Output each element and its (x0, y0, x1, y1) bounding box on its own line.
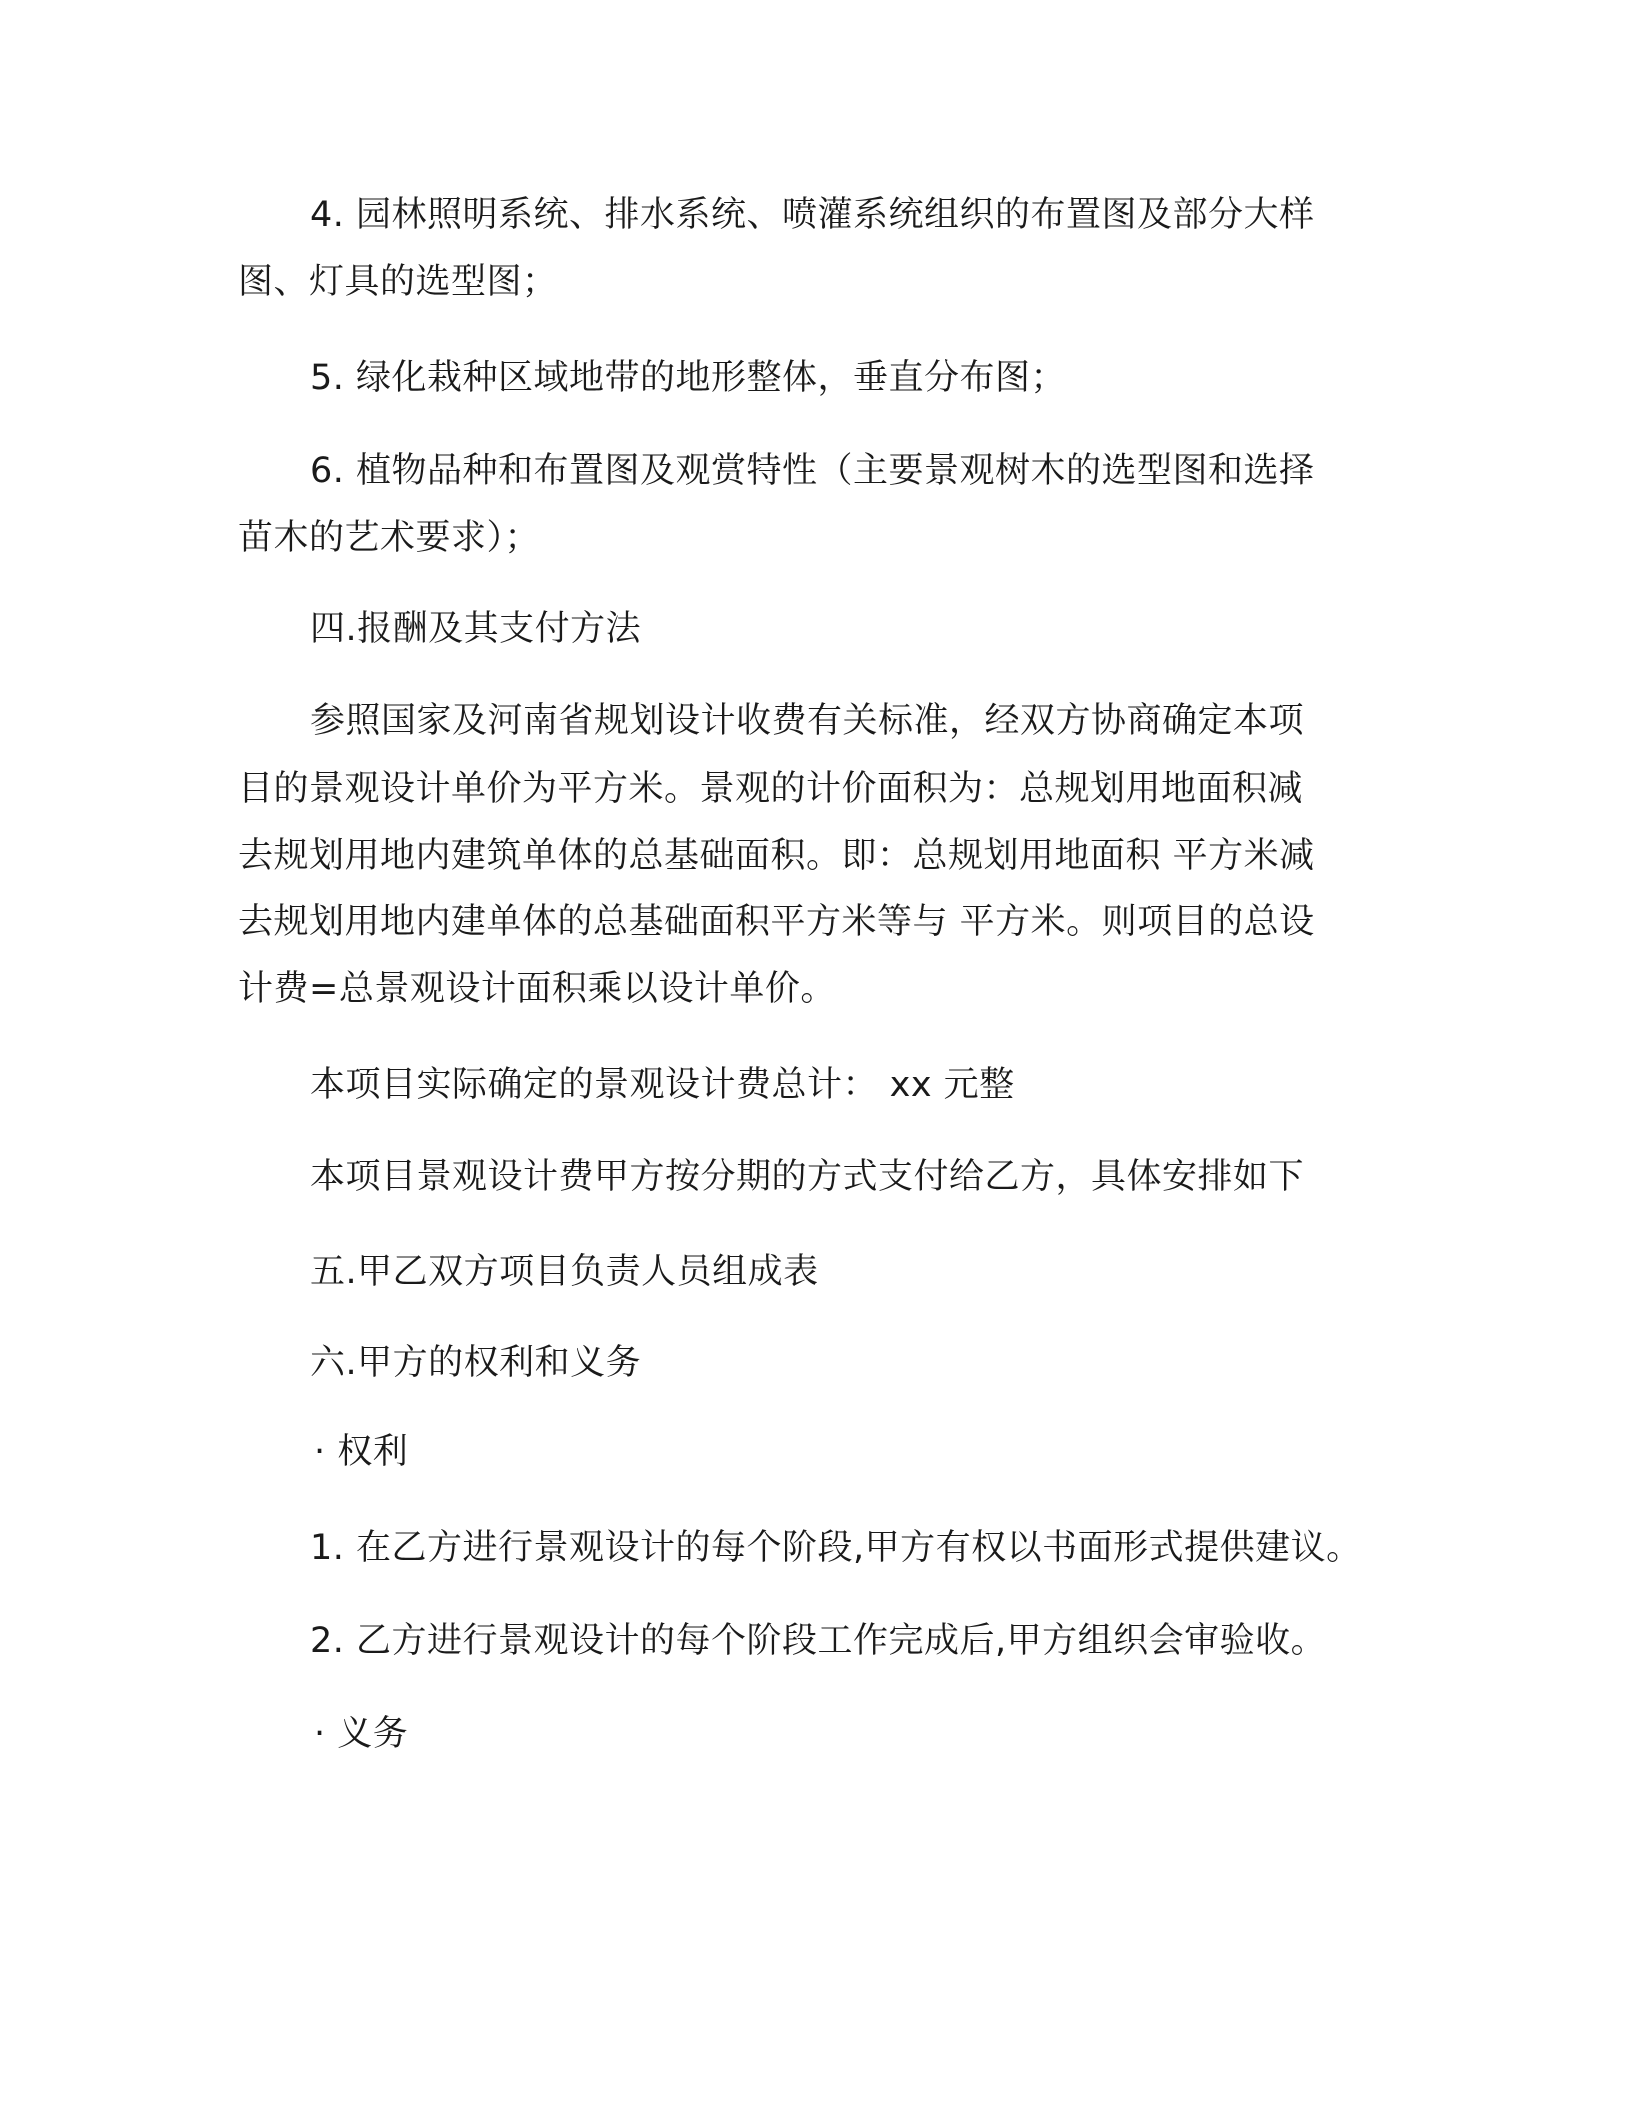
section-6-heading: 六.甲方的权利和义务 (310, 1343, 642, 1383)
item-6-line-2: 苗木的艺术要求）； (238, 518, 541, 558)
item-4-line-1: 4. 园林照明系统、排水系统、喷灌系统组织的布置图及部分大样 (310, 195, 1315, 235)
duties-heading: · 义务 (314, 1714, 409, 1754)
item-5-line-1: 5. 绿化栽种区域地带的地形整体，垂直分布图； (310, 358, 1067, 398)
item-6-line-1: 6. 植物品种和布置图及观赏特性（主要景观树木的选型图和选择 (310, 451, 1315, 491)
fee-total: 本项目实际确定的景观设计费总计： xx 元整 (310, 1065, 1015, 1105)
fee-body-line-2: 目的景观设计单价为平方米。景观的计价面积为：总规划用地面积减 (238, 769, 1304, 809)
item-4-line-2: 图、灯具的选型图； (238, 262, 558, 302)
fee-body-line-3: 去规划用地内建筑单体的总基础面积。即：总规划用地面积 平方米减 (238, 836, 1315, 876)
section-5-heading: 五.甲乙双方项目负责人员组成表 (310, 1252, 819, 1292)
right-2: 2. 乙方进行景观设计的每个阶段工作完成后,甲方组织会审验收。 (310, 1621, 1327, 1661)
fee-installment: 本项目景观设计费甲方按分期的方式支付给乙方，具体安排如下 (310, 1157, 1305, 1197)
rights-heading: · 权利 (314, 1432, 409, 1472)
right-1: 1. 在乙方进行景观设计的每个阶段,甲方有权以书面形式提供建议。 (310, 1528, 1362, 1568)
fee-body-line-4: 去规划用地内建单体的总基础面积平方米等与 平方米。则项目的总设 (238, 902, 1315, 942)
fee-body-line-1: 参照国家及河南省规划设计收费有关标准，经双方协商确定本项 (310, 701, 1305, 741)
fee-body-line-5: 计费=总景观设计面积乘以设计单价。 (238, 969, 836, 1009)
section-4-heading: 四.报酬及其支付方法 (310, 609, 642, 649)
